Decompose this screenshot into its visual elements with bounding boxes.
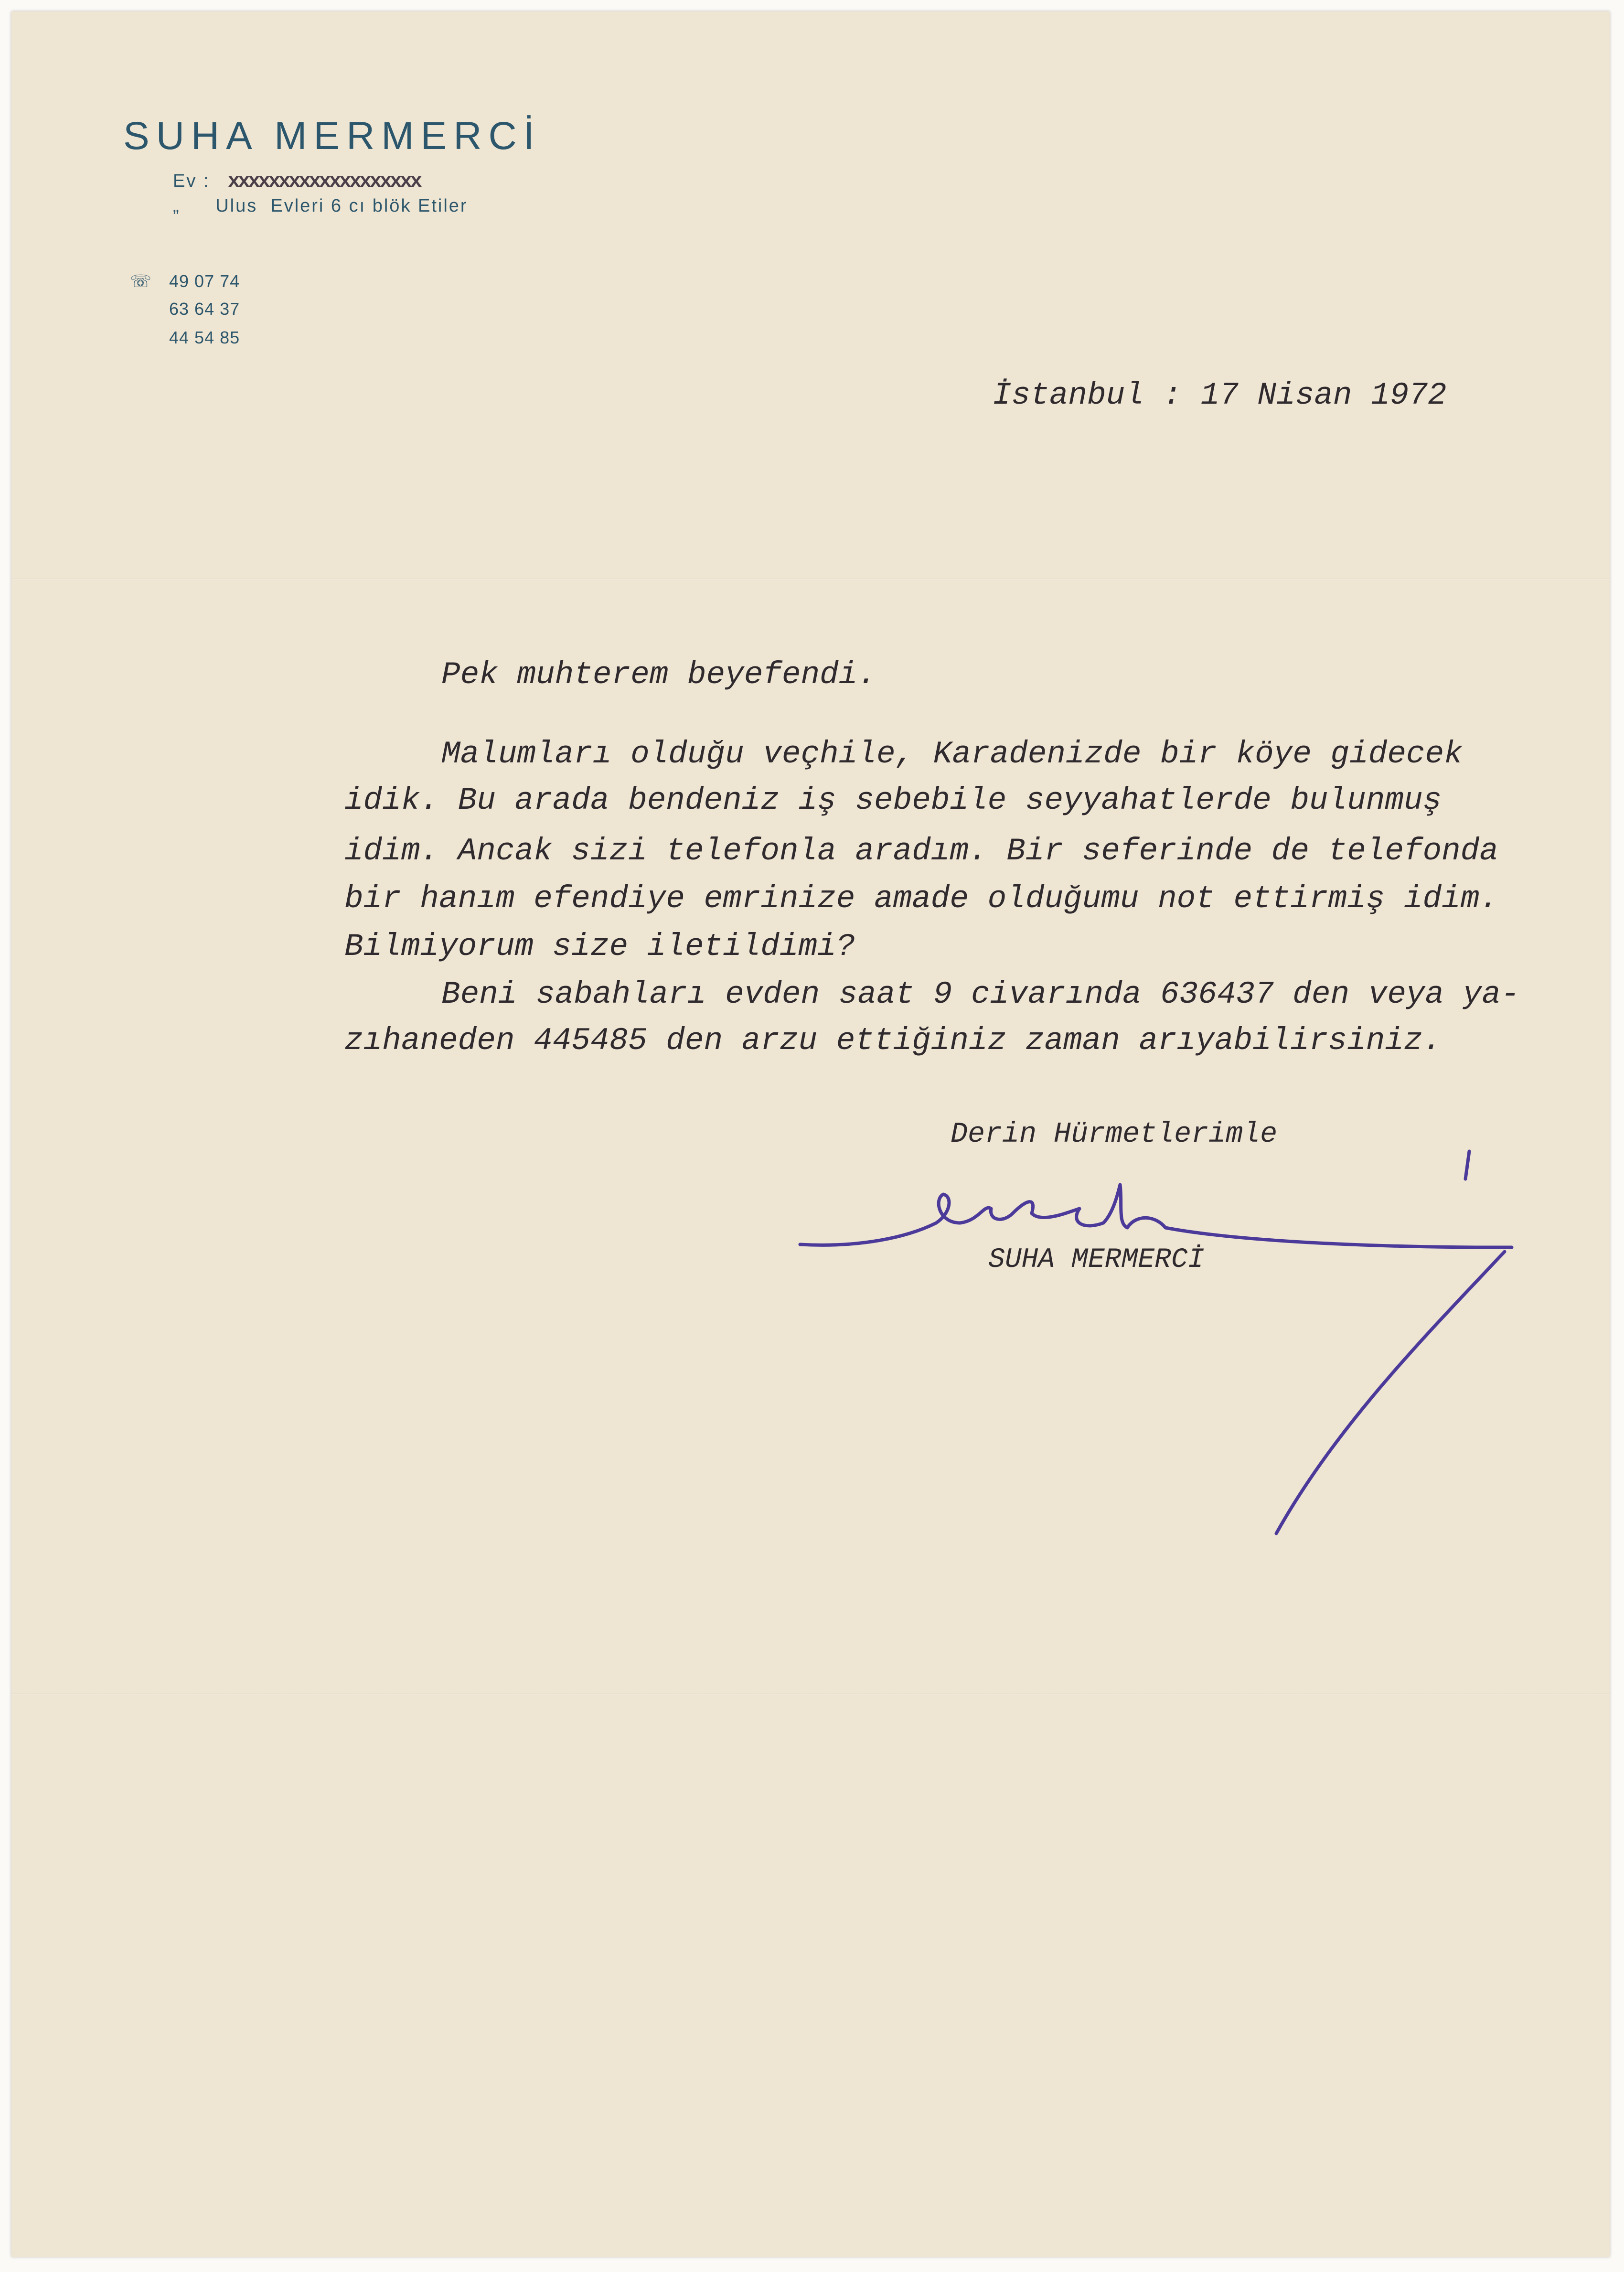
body-line: Beni sabahları evden saat 9 civarında 636437 den veya ya- [441,976,1520,1012]
telephone-icon: ☏ [130,271,152,291]
letter-date: İstanbul : 17 Nisan 1972 [993,377,1447,413]
ditto-mark: „ [173,196,181,216]
current-address: Ulus Evleri 6 cı blök Etiler [215,196,468,216]
phone-number: 44 54 85 [169,328,240,347]
salutation: Pek muhterem beyefendi. [441,657,876,693]
phone-number: 49 07 74 [169,271,240,291]
body-line: Bilmiyorum size iletildimi? [344,929,855,965]
body-line: bir hanım efendiye emrinize amade olduğumu not ettirmiş idim. [344,881,1498,917]
body-line: idim. Ancak sizi telefonla aradım. Bir seferinde de telefonda [344,833,1498,869]
body-line: Malumları olduğu veçhile, Karadenizde bir köye gidecek [441,736,1463,772]
body-line: idik. Bu arada bendeniz iş sebebile seyyahatlerde bulunmuş [344,782,1442,818]
signatory-name: SUHA MERMERCİ [988,1244,1205,1275]
phone-number: 63 64 37 [169,299,240,319]
body-line: zıhaneden 445485 den arzu ettiğiniz zaman arıyabilirsiniz. [344,1023,1442,1059]
struck-address: xxxxxxxxxxxxxxxxxxx [228,170,420,193]
address-label: Ev : [173,171,210,191]
closing: Derin Hürmetlerimle [951,1118,1278,1151]
letterhead-name: SUHA MERMERCİ [123,114,541,158]
